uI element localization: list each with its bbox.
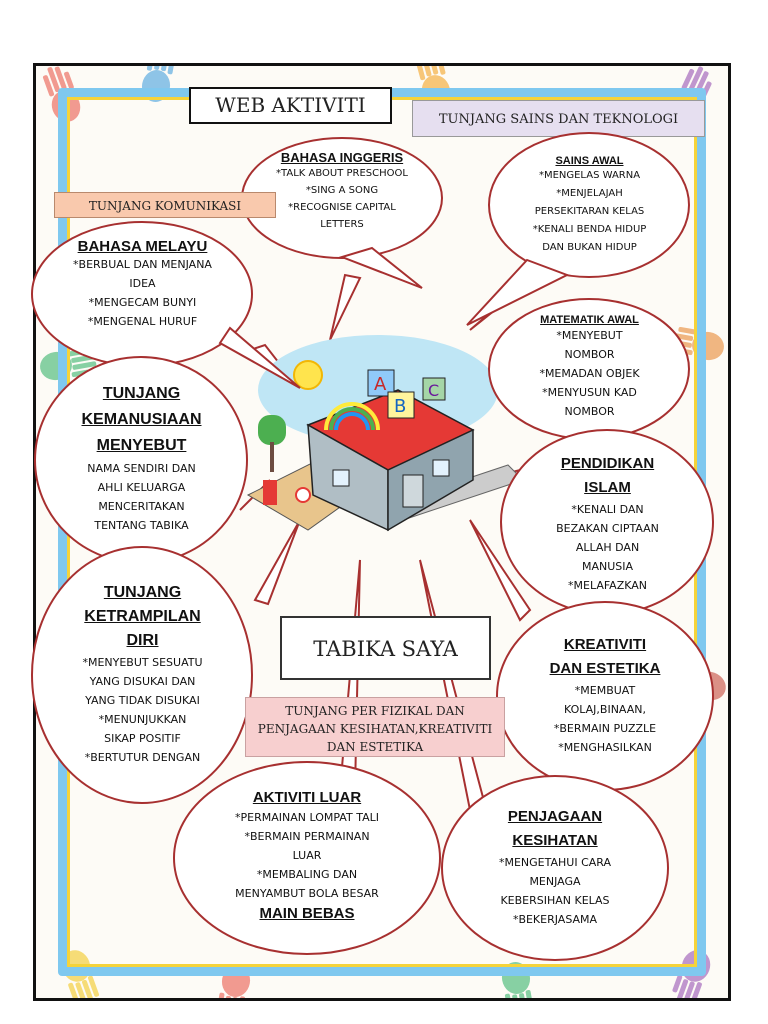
list-item: *MENGECAM BUNYI bbox=[88, 296, 197, 309]
bubble-sains-awal bbox=[487, 130, 692, 300]
list-item: NOMBOR bbox=[564, 405, 615, 418]
list-item: *PERMAINAN LOMPAT TALI bbox=[235, 811, 379, 824]
list-item: KOLAJ,BINAAN, bbox=[563, 703, 647, 716]
heading-line: TUNJANG bbox=[102, 385, 181, 402]
center-title: TABIKA SAYA bbox=[280, 616, 491, 680]
list-item: LUAR bbox=[292, 849, 322, 862]
list-item: *MENYUSUN KAD bbox=[542, 386, 637, 399]
heading-line: PENJAGAAN bbox=[507, 808, 603, 825]
bubble-penjagaan-kesihatan bbox=[440, 773, 670, 963]
heading-matematik-awal: MATEMATIK AWAL bbox=[540, 314, 639, 326]
heading-line: KREATIVITI bbox=[563, 636, 647, 653]
heading-main-bebas: MAIN BEBAS bbox=[259, 905, 355, 922]
list-item: PERSEKITARAN KELAS bbox=[534, 206, 645, 217]
heading-sains-awal: SAINS AWAL bbox=[555, 155, 624, 167]
list-item: *MENGHASILKAN bbox=[558, 741, 652, 754]
list-item: *KENALI DAN bbox=[571, 503, 644, 516]
list-item: NAMA SENDIRI DAN bbox=[87, 462, 196, 475]
heading-line: KESIHATAN bbox=[512, 832, 598, 849]
tunjang-fizikal-label bbox=[245, 697, 505, 757]
list-item: *MEMBALING DAN bbox=[256, 868, 358, 881]
list-item: MENYAMBUT BOLA BESAR bbox=[235, 887, 379, 900]
kindergarten-house-illustration bbox=[238, 330, 523, 540]
list-item: KEBERSIHAN KELAS bbox=[500, 894, 610, 907]
bubble-matematik-awal bbox=[487, 297, 692, 447]
list-item: *MENYEBUT bbox=[556, 329, 623, 342]
bubble-pendidikan-islam bbox=[500, 430, 715, 620]
list-item: *MENUNJUKKAN bbox=[98, 713, 187, 726]
list-item: *MENGELAS WARNA bbox=[538, 170, 641, 181]
list-item: NOMBOR bbox=[564, 348, 615, 361]
list-item: SIKAP POSITIF bbox=[104, 732, 181, 745]
list-item: *MENGETAHUI CARA bbox=[498, 856, 612, 869]
list-item: *MEMADAN OBJEK bbox=[539, 367, 640, 380]
list-item: *MENGENAL HURUF bbox=[87, 315, 198, 328]
heading-line: MENYEBUT bbox=[96, 437, 187, 454]
heading-line: PENDIDIKAN bbox=[560, 455, 655, 472]
list-item: *RECOGNISE CAPITAL bbox=[288, 202, 396, 213]
tunjang-komunikasi-label: TUNJANG KOMUNIKASI bbox=[54, 192, 276, 218]
heading-line: ISLAM bbox=[584, 479, 631, 496]
bubble-bahasa-melayu bbox=[30, 218, 270, 370]
bubble-aktiviti-luar bbox=[172, 758, 442, 958]
list-item: *MENYEBUT SESUATU bbox=[82, 656, 203, 669]
list-item: DAN BUKAN HIDUP bbox=[542, 242, 637, 253]
list-item: *BEKERJASAMA bbox=[512, 913, 598, 926]
list-item: YANG DISUKAI DAN bbox=[89, 675, 196, 688]
list-item: *BERTUTUR DENGAN bbox=[84, 751, 201, 764]
list-item: TENTANG TABIKA bbox=[94, 519, 189, 532]
list-item: MANUSIA bbox=[581, 560, 634, 573]
label-line: TUNJANG PER FIZIKAL DAN bbox=[285, 704, 465, 718]
heading-aktiviti-luar: AKTIVITI LUAR bbox=[252, 789, 362, 806]
list-item: *BERBUAL DAN MENJANA bbox=[73, 258, 212, 271]
list-item: MENCERITAKAN bbox=[98, 500, 185, 513]
label-line: PENJAGAAN KESIHATAN,KREATIVITI bbox=[257, 722, 493, 736]
svg-text:B: B bbox=[394, 396, 407, 417]
heading-line: KETRAMPILAN bbox=[84, 608, 201, 625]
list-item: MENJAGA bbox=[529, 875, 581, 888]
list-item: BEZAKAN CIPTAAN bbox=[556, 522, 659, 535]
tunjang-sains-label: TUNJANG SAINS DAN TEKNOLOGI bbox=[412, 100, 705, 137]
bubble-tunjang-kemanusiaan bbox=[34, 355, 249, 570]
svg-text:A: A bbox=[374, 374, 387, 395]
list-item: LETTERS bbox=[320, 219, 364, 230]
heading-bahasa-inggeris: BAHASA INGGERIS bbox=[280, 150, 404, 165]
svg-text:C: C bbox=[428, 381, 440, 400]
page-title: WEB AKTIVITI bbox=[189, 87, 392, 124]
label-line: DAN ESTETIKA bbox=[326, 740, 424, 754]
list-item: IDEA bbox=[129, 277, 156, 290]
list-item: *MELAFAZKAN bbox=[568, 579, 647, 592]
list-item: *MEMBUAT bbox=[574, 684, 636, 697]
heading-line: DAN ESTETIKA bbox=[549, 660, 661, 677]
heading-line: DIRI bbox=[126, 632, 159, 649]
bubble-kreativiti bbox=[495, 600, 715, 795]
list-item: *SING A SONG bbox=[305, 185, 379, 196]
list-item: YANG TIDAK DISUKAI bbox=[85, 694, 200, 707]
list-item: *MENJELAJAH bbox=[556, 188, 623, 199]
list-item: *KENALI BENDA HIDUP bbox=[532, 224, 647, 235]
heading-line: TUNJANG bbox=[103, 584, 182, 601]
list-item: *TALK ABOUT PRESCHOOL bbox=[276, 168, 408, 179]
list-item: *BERMAIN PUZZLE bbox=[553, 722, 657, 735]
heading-bahasa-melayu: BAHASA MELAYU bbox=[77, 238, 208, 255]
list-item: AHLI KELUARGA bbox=[97, 481, 186, 494]
list-item: *BERMAIN PERMAINAN bbox=[244, 830, 370, 843]
heading-line: KEMANUSIAAN bbox=[81, 411, 202, 428]
list-item: ALLAH DAN bbox=[575, 541, 640, 554]
